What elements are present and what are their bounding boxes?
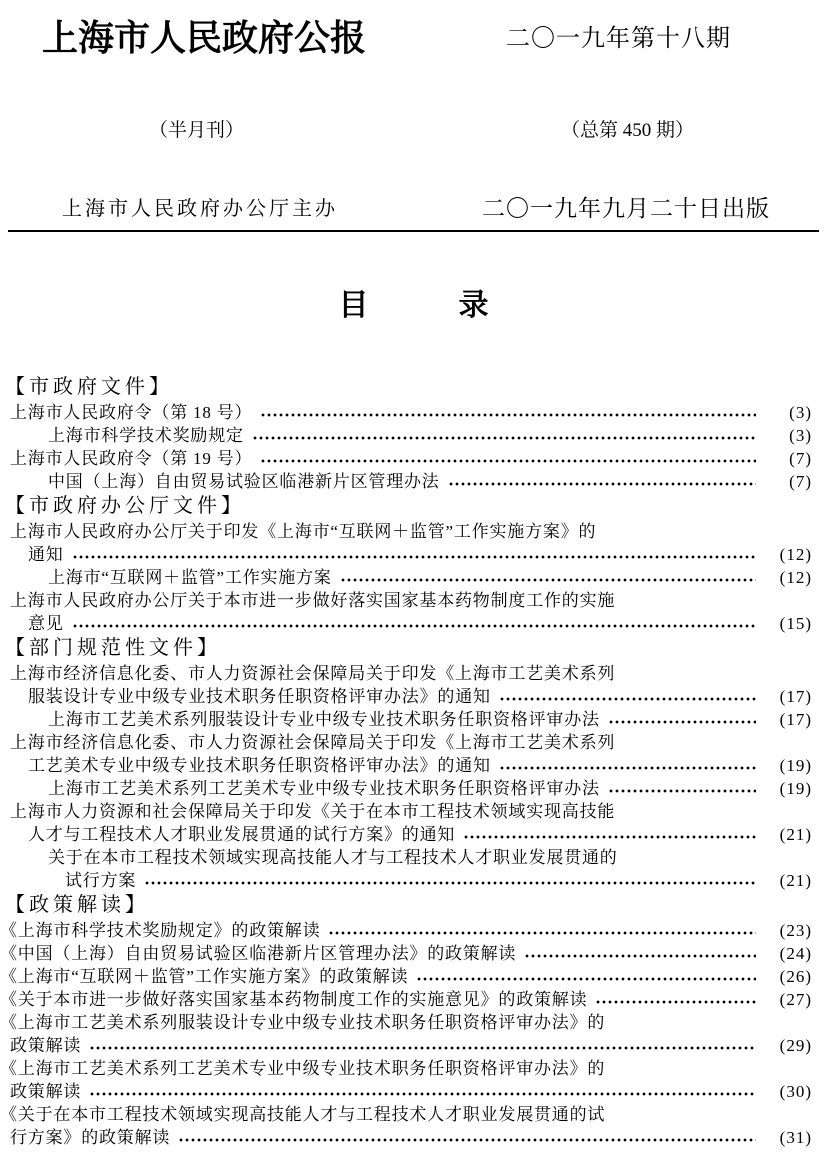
toc-entry-text: 关于在本市工程技术领域实现高技能人才与工程技术人才职业发展贯通的	[48, 848, 618, 867]
page-number: (3)	[789, 426, 812, 445]
page-number: (15)	[779, 614, 812, 633]
page-number: (7)	[789, 449, 812, 468]
toc-entry-wrap-line	[0, 662, 812, 685]
page-number: (29)	[779, 1036, 812, 1055]
toc-entry-wrap-line	[0, 731, 812, 754]
dot-leader	[72, 543, 756, 566]
dot-leader	[89, 1034, 756, 1057]
page-number: (17)	[779, 710, 812, 729]
toc-entry	[0, 1126, 812, 1149]
dot-leader	[340, 566, 756, 589]
page-number: (19)	[779, 756, 812, 775]
toc-entry-text: 上海市科学技术奖励规定	[48, 426, 244, 445]
toc-entry	[0, 1080, 812, 1103]
page-number: (30)	[779, 1082, 812, 1101]
masthead	[0, 0, 827, 232]
toc-entry-text: 上海市人民政府办公厅关于印发《上海市“互联网＋监管”工作实施方案》的	[10, 522, 597, 541]
toc-title: 目 录	[338, 289, 489, 322]
toc-entry-wrap-line	[0, 846, 812, 869]
toc-entry	[0, 919, 812, 942]
toc-entry-text: 《关于在本市工程技术领域实现高技能人才与工程技术人才职业发展贯通的试	[0, 1105, 606, 1124]
toc-entry	[0, 612, 812, 635]
toc-entry	[0, 777, 812, 800]
dot-leader	[608, 777, 756, 800]
toc-entry-wrap-line	[0, 520, 812, 543]
toc-entry-text: 上海市人民政府办公厅关于本市进一步做好落实国家基本药物制度工作的实施	[10, 591, 616, 610]
toc-entry-text: 意见	[28, 614, 64, 633]
masthead-row-middle	[0, 120, 827, 142]
toc-entry-text: 通知	[28, 545, 64, 564]
toc-entry-text: 上海市人力资源和社会保障局关于印发《关于在本市工程技术领域实现高技能	[10, 802, 616, 821]
toc-entry	[0, 401, 812, 424]
toc-entry-wrap-line	[0, 1057, 812, 1080]
toc-entry-wrap-line	[0, 1011, 812, 1034]
dot-leader	[178, 1126, 756, 1149]
toc-section-2-header: 【市政府办公厅文件】	[5, 495, 245, 517]
gazette-title: 上海市人民政府公报	[42, 18, 367, 58]
publish-date-label: 二〇一九年九月二十日出版	[482, 196, 770, 221]
page-number: (17)	[779, 687, 812, 706]
publisher-label: 上海市人民政府办公厅主办	[62, 198, 338, 220]
divider-line	[8, 230, 819, 232]
page-number: (12)	[779, 545, 812, 564]
page-number: (23)	[779, 921, 812, 940]
page-number: (31)	[779, 1128, 812, 1147]
toc-entry	[0, 988, 812, 1011]
toc-entry-text: 《上海市“互联网＋监管”工作实施方案》的政策解读	[0, 967, 409, 986]
issue-number: 二〇一九年第十八期	[506, 26, 731, 52]
toc-section-4-header: 【政策解读】	[5, 894, 149, 916]
dot-leader	[416, 965, 756, 988]
dot-leader	[524, 942, 756, 965]
toc-entry	[0, 754, 812, 777]
toc-entry-text: 工艺美术专业中级专业技术职务任职资格评审办法》的通知	[28, 756, 491, 775]
toc-entry-wrap-line	[0, 800, 812, 823]
toc-entry	[0, 1034, 812, 1057]
masthead-row-bottom	[0, 196, 827, 222]
toc-section-3-header: 【部门规范性文件】	[5, 637, 221, 659]
page-number: (24)	[779, 944, 812, 963]
toc-entry-wrap-line	[0, 1103, 812, 1126]
toc-entry	[0, 543, 812, 566]
toc-entry-text: 政策解读	[10, 1036, 82, 1055]
cumulative-issue-label: （总第 450 期）	[560, 120, 694, 141]
dot-leader	[89, 1080, 756, 1103]
dot-leader	[499, 754, 756, 777]
toc-entry-text: 上海市经济信息化委、市人力资源社会保障局关于印发《上海市工艺美术系列	[10, 664, 616, 683]
toc-entry-text: 上海市工艺美术系列服装设计专业中级专业技术职务任职资格评审办法	[48, 710, 600, 729]
frequency-label: （半月刊）	[149, 120, 245, 141]
toc-entry-text: 人才与工程技术人才职业发展贯通的试行方案》的通知	[28, 825, 456, 844]
toc-entry	[0, 566, 812, 589]
toc-entry-text: 上海市人民政府令（第 18 号）	[10, 403, 253, 422]
dot-leader	[72, 612, 756, 635]
toc-entry	[0, 869, 812, 892]
page-number: (7)	[789, 472, 812, 491]
toc-entry	[0, 708, 812, 731]
page-number: (26)	[779, 967, 812, 986]
toc-entry-text: 行方案》的政策解读	[10, 1128, 171, 1147]
toc-entry-text: 中国（上海）自由贸易试验区临港新片区管理办法	[48, 472, 440, 491]
dot-leader	[328, 919, 756, 942]
toc-section-1-header: 【市政府文件】	[5, 376, 173, 398]
table-of-contents	[0, 374, 827, 1149]
dot-leader	[260, 447, 756, 470]
toc-entry	[0, 447, 812, 470]
masthead-row-top	[0, 0, 827, 58]
toc-entry-text: 《关于本市进一步做好落实国家基本药物制度工作的实施意见》的政策解读	[0, 990, 588, 1009]
page-number: (12)	[779, 568, 812, 587]
toc-entry	[0, 424, 812, 447]
toc-entry	[0, 942, 812, 965]
toc-entry-text: 《上海市工艺美术系列工艺美术专业中级专业技术职务任职资格评审办法》的	[0, 1059, 606, 1078]
page-number: (19)	[779, 779, 812, 798]
toc-entry-text: 政策解读	[10, 1082, 82, 1101]
toc-entry-text: 《上海市工艺美术系列服装设计专业中级专业技术职务任职资格评审办法》的	[0, 1013, 606, 1032]
toc-entry-wrap-line	[0, 589, 812, 612]
toc-entry	[0, 965, 812, 988]
toc-entry-text: 服装设计专业中级专业技术职务任职资格评审办法》的通知	[28, 687, 491, 706]
dot-leader	[144, 869, 756, 892]
toc-entry	[0, 470, 812, 493]
toc-entry	[0, 685, 812, 708]
toc-entry-text: 《中国（上海）自由贸易试验区临港新片区管理办法》的政策解读	[0, 944, 517, 963]
toc-entry-text: 上海市工艺美术系列工艺美术专业中级专业技术职务任职资格评审办法	[48, 779, 600, 798]
toc-entry-text: 《上海市科学技术奖励规定》的政策解读	[0, 921, 321, 940]
page-number: (27)	[779, 990, 812, 1009]
toc-entry-text: 上海市经济信息化委、市人力资源社会保障局关于印发《上海市工艺美术系列	[10, 733, 616, 752]
dot-leader	[595, 988, 756, 1011]
toc-entry-text: 试行方案	[65, 871, 137, 890]
dot-leader	[499, 685, 756, 708]
dot-leader	[252, 424, 756, 447]
dot-leader	[463, 823, 756, 846]
dot-leader	[608, 708, 756, 731]
dot-leader	[260, 401, 756, 424]
page-number: (21)	[779, 825, 812, 844]
page-number: (3)	[789, 403, 812, 422]
dot-leader	[448, 470, 756, 493]
page-number: (21)	[779, 871, 812, 890]
toc-entry-text: 上海市人民政府令（第 19 号）	[10, 449, 253, 468]
toc-entry-text: 上海市“互联网＋监管”工作实施方案	[48, 568, 332, 587]
toc-entry	[0, 823, 812, 846]
